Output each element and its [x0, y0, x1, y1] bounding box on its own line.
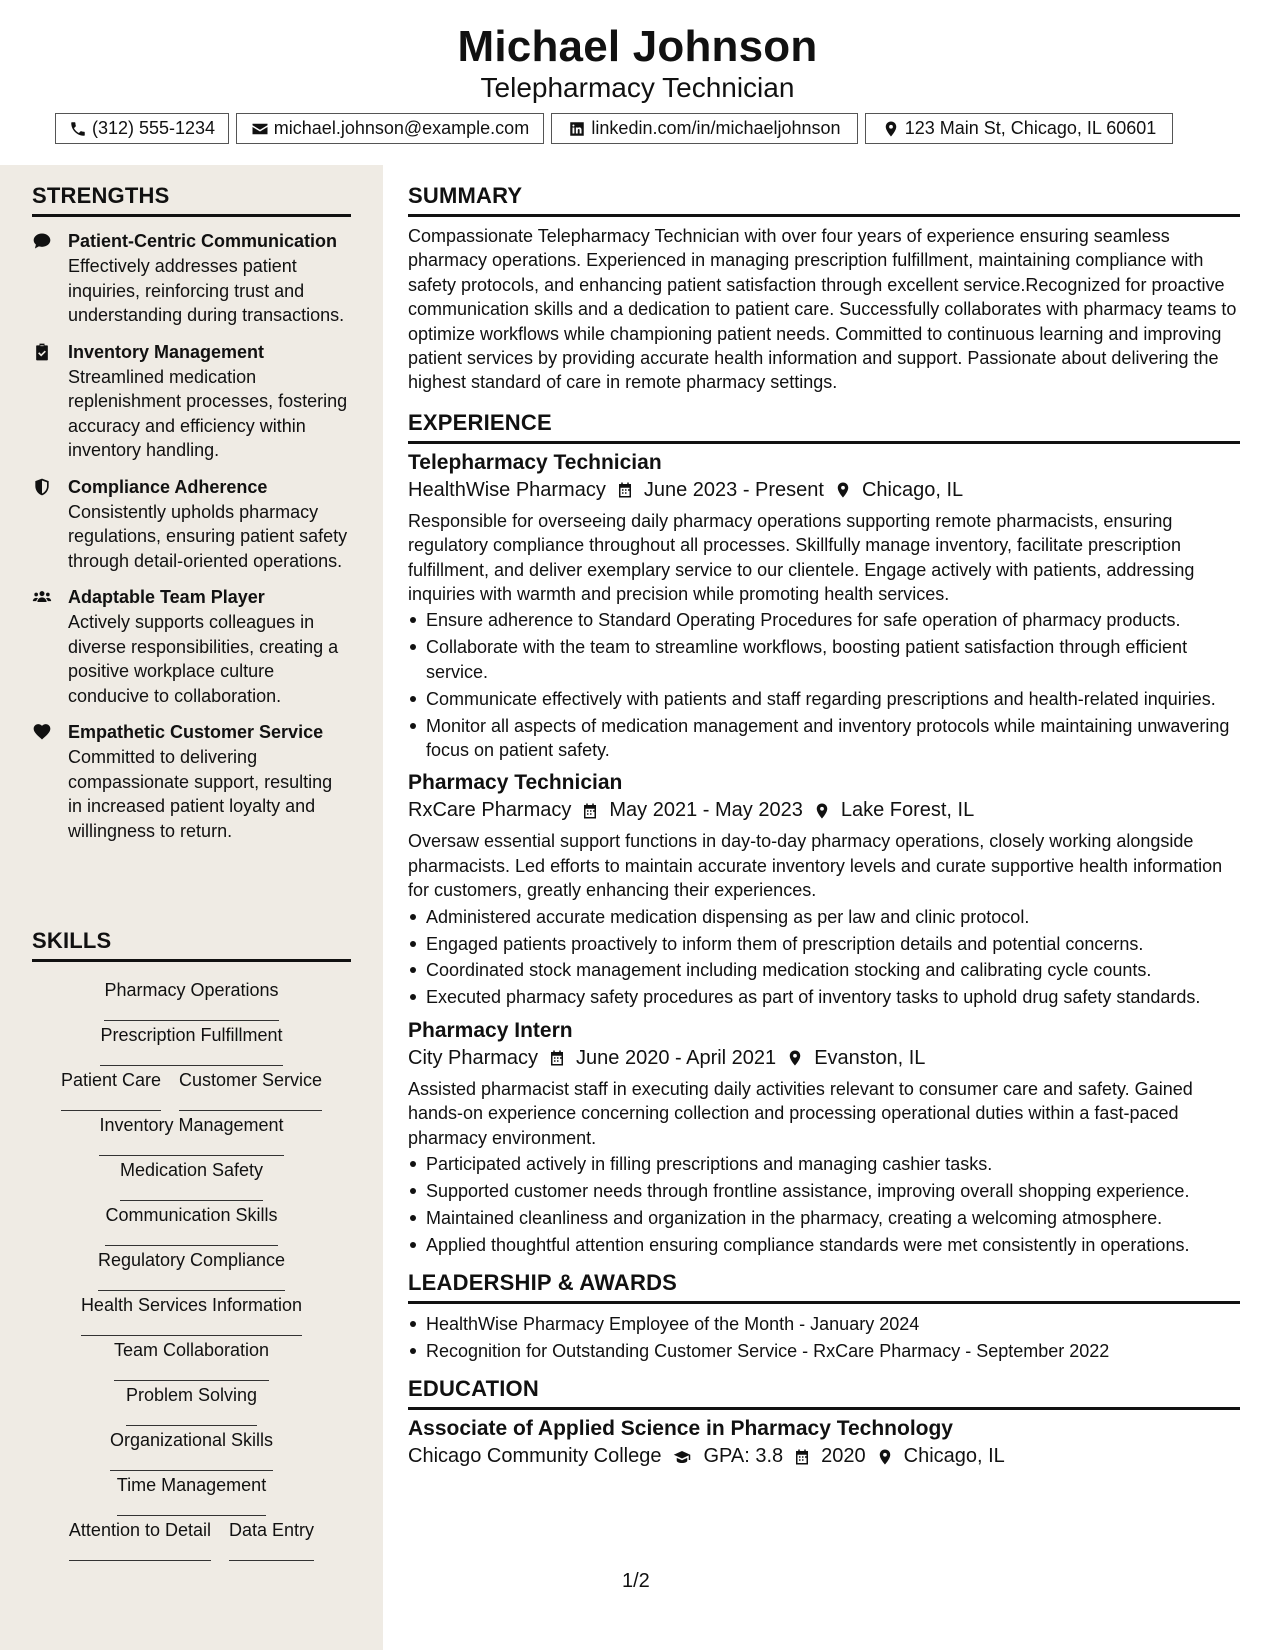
list-item: Ensure adherence to Standard Operating Procedures for safe operation of pharmacy products.	[408, 608, 1240, 632]
strength-desc: Consistently upholds pharmacy regulations, ensuring patient safety through detail-oriented operations.	[68, 501, 348, 571]
contact-linkedin-text: linkedin.com/in/michaeljohnson	[591, 118, 841, 138]
skill-tag: Patient Care	[61, 1066, 161, 1111]
page-number: 1/2	[622, 1570, 650, 1592]
job-meta	[408, 799, 1240, 822]
strength-item	[32, 585, 351, 708]
calendar-icon	[793, 1448, 811, 1466]
education-title: EDUCATION	[408, 1376, 1240, 1410]
strength-desc: Committed to delivering compassionate support, resulting in increased patient loyalty and willingness to return.	[68, 747, 333, 841]
skills-title: SKILLS	[32, 928, 351, 962]
summary-section	[408, 183, 1240, 395]
list-item: Executed pharmacy safety procedures as part of inventory tasks to uphold drug safety standards.	[408, 985, 1240, 1009]
contact-address-text: 123 Main St, Chicago, IL 60601	[904, 118, 1157, 138]
contact-linkedin[interactable]	[551, 113, 858, 144]
job-bullets	[408, 905, 1240, 1010]
strength-title: Inventory Management	[68, 341, 265, 362]
job-company: RxCare Pharmacy	[408, 799, 572, 822]
map-pin-icon	[876, 1448, 894, 1466]
job-entry	[408, 771, 1240, 1009]
list-item: Communicate effectively with patients and staff regarding prescriptions and health-related inquiries.	[408, 687, 1240, 711]
skill-tag: Prescription Fulfillment	[100, 1021, 282, 1066]
calendar-icon	[548, 1049, 566, 1067]
list-item: Administered accurate medication dispensing as per law and clinic protocol.	[408, 905, 1240, 929]
strength-item	[32, 340, 351, 463]
strength-title: Adaptable Team Player	[68, 587, 265, 607]
skill-tag: Team Collaboration	[114, 1336, 269, 1381]
users-icon	[32, 587, 52, 607]
job-role: Pharmacy Technician	[408, 771, 623, 795]
school-location: Chicago, IL	[903, 1445, 1005, 1468]
skill-tag: Regulatory Compliance	[98, 1246, 285, 1291]
skill-tag: Customer Service	[179, 1066, 322, 1111]
job-company: City Pharmacy	[408, 1046, 539, 1069]
sidebar	[0, 165, 383, 1650]
speech-bubble-icon	[32, 231, 52, 251]
experience-section	[408, 410, 1240, 1257]
job-dates: May 2021 - May 2023	[609, 799, 803, 822]
contact-bar	[55, 113, 1215, 144]
calendar-icon	[581, 802, 599, 820]
strength-item	[32, 475, 351, 574]
list-item: Maintained cleanliness and organization in the pharmacy, creating a welcoming atmosphere.	[408, 1206, 1240, 1230]
job-description: Assisted pharmacist staff in executing daily activities relevant to consumer care and safety. Gained hands-on experience concerning collection and processing operational duties within a fast-paced pharmacy environment.	[408, 1078, 1193, 1148]
map-pin-icon	[882, 120, 900, 138]
strength-item	[32, 229, 351, 328]
phone-icon	[69, 120, 87, 138]
list-item: Supported customer needs through frontline assistance, improving overall shopping experience.	[408, 1179, 1240, 1203]
list-item: Participated actively in filling prescriptions and managing cashier tasks.	[408, 1152, 1240, 1176]
resume-header	[0, 0, 1275, 165]
list-item: Coordinated stock management including medication stocking and calibrating cycle counts.	[408, 958, 1240, 982]
summary-title: SUMMARY	[408, 183, 1240, 217]
list-item: Engaged patients proactively to inform them of prescription details and potential concerns.	[408, 932, 1240, 956]
clipboard-check-icon	[32, 342, 52, 362]
strengths-title: STRENGTHS	[32, 183, 351, 217]
education-meta	[408, 1445, 1240, 1468]
strength-title: Patient-Centric Communication	[68, 231, 338, 251]
summary-text: Compassionate Telepharmacy Technician with over four years of experience ensuring seamless pharmacy operations. Experienced in managing prescription fulfillment, maintaining compliance with safety protocols, and enhancing patient satisfaction through excellent service.Recognized for proactive communication skills and a dedication to patient care. Successfully collaborates with pharmacy teams to optimize workflows while championing patient needs. Committed to continuous learning and improving patient services by providing accurate health information and support. Passionate about delivering the highest standard of care in remote pharmacy settings.	[408, 226, 1237, 393]
skills-list	[32, 976, 351, 1561]
job-location: Lake Forest, IL	[840, 799, 975, 822]
calendar-icon	[616, 481, 634, 499]
graduation-year: 2020	[821, 1445, 866, 1468]
job-company: HealthWise Pharmacy	[408, 478, 606, 501]
skill-tag: Pharmacy Operations	[104, 976, 278, 1021]
skill-tag: Problem Solving	[126, 1381, 257, 1426]
map-pin-icon	[786, 1049, 804, 1067]
experience-title: EXPERIENCE	[408, 410, 1240, 444]
list-item: Collaborate with the team to streamline workflows, boosting patient satisfaction through efficient service.	[408, 635, 1240, 684]
strength-desc: Effectively addresses patient inquiries, reinforcing trust and understanding during transactions.	[68, 256, 345, 325]
job-role: Pharmacy Intern	[408, 1018, 573, 1042]
strengths-section	[32, 183, 351, 843]
heart-icon	[32, 722, 52, 742]
envelope-icon	[251, 120, 269, 138]
shield-icon	[32, 477, 52, 497]
skill-tag: Inventory Management	[99, 1111, 283, 1156]
strength-item	[32, 720, 351, 843]
contact-phone	[55, 113, 229, 144]
map-pin-icon	[834, 481, 852, 499]
job-description: Oversaw essential support functions in day-to-day pharmacy operations, closely working alongside pharmacists. Led efforts to maintain accurate inventory levels and curate supportive health information for customers, greatly enhancing their experiences.	[408, 831, 1223, 901]
candidate-title: Telepharmacy Technician	[480, 72, 795, 103]
map-pin-icon	[813, 802, 831, 820]
gpa: GPA: 3.8	[703, 1445, 784, 1468]
job-meta	[408, 1047, 1240, 1070]
degree: Associate of Applied Science in Pharmacy Technology	[408, 1417, 953, 1441]
list-item: HealthWise Pharmacy Employee of the Month - January 2024	[408, 1312, 1240, 1336]
job-entry	[408, 1019, 1240, 1257]
strength-desc: Streamlined medication replenishment processes, fostering accuracy and efficiency within inventory handling.	[68, 366, 348, 460]
skills-section	[32, 928, 351, 1561]
education-section	[408, 1376, 1240, 1468]
leadership-section	[408, 1270, 1240, 1363]
job-bullets	[408, 608, 1240, 762]
job-dates: June 2023 - Present	[643, 478, 824, 501]
job-bullets	[408, 1152, 1240, 1257]
candidate-name: Michael Johnson	[457, 22, 818, 71]
job-meta	[408, 479, 1240, 502]
main-column	[408, 165, 1240, 1468]
job-location: Chicago, IL	[861, 478, 964, 501]
skill-tag: Medication Safety	[120, 1156, 263, 1201]
strength-title: Compliance Adherence	[68, 476, 268, 497]
skill-tag: Organizational Skills	[110, 1426, 273, 1471]
strength-title: Empathetic Customer Service	[68, 722, 324, 742]
skill-tag: Data Entry	[229, 1516, 314, 1561]
strength-desc: Actively supports colleagues in diverse responsibilities, creating a positive workplace culture conducive to collaboration.	[68, 612, 339, 706]
list-item: Applied thoughtful attention ensuring compliance standards were met consistently in operations.	[408, 1233, 1240, 1257]
contact-email[interactable]	[236, 113, 544, 144]
list-item: Monitor all aspects of medication management and inventory protocols while maintaining unwavering focus on patient safety.	[408, 714, 1240, 763]
linkedin-icon	[568, 120, 586, 138]
skill-tag: Time Management	[117, 1471, 266, 1516]
contact-address	[865, 113, 1173, 144]
school: Chicago Community College	[408, 1445, 662, 1468]
job-entry	[408, 451, 1240, 763]
job-description: Responsible for overseeing daily pharmacy operations supporting remote pharmacists, ensuring regulatory compliance throughout all processes. Skillfully manage inventory, facilitate prescription fulfillment, and deliver exemplary service to our clientele. Engage actively with patients, addressing inquiries with warmth and precision while promoting health services.	[408, 510, 1195, 605]
graduation-cap-icon	[671, 1448, 693, 1466]
contact-email-text: michael.johnson@example.com	[273, 118, 530, 138]
job-dates: June 2020 - April 2021	[576, 1046, 777, 1069]
awards-list	[408, 1312, 1240, 1363]
skill-tag: Health Services Information	[81, 1291, 302, 1336]
job-location: Evanston, IL	[814, 1046, 926, 1069]
job-role: Telepharmacy Technician	[408, 450, 662, 474]
skill-tag: Attention to Detail	[69, 1516, 211, 1561]
list-item: Recognition for Outstanding Customer Service - RxCare Pharmacy - September 2022	[408, 1339, 1240, 1363]
contact-phone-text: (312) 555-1234	[91, 118, 216, 138]
leadership-title: LEADERSHIP & AWARDS	[408, 1270, 1240, 1304]
skill-tag: Communication Skills	[105, 1201, 277, 1246]
